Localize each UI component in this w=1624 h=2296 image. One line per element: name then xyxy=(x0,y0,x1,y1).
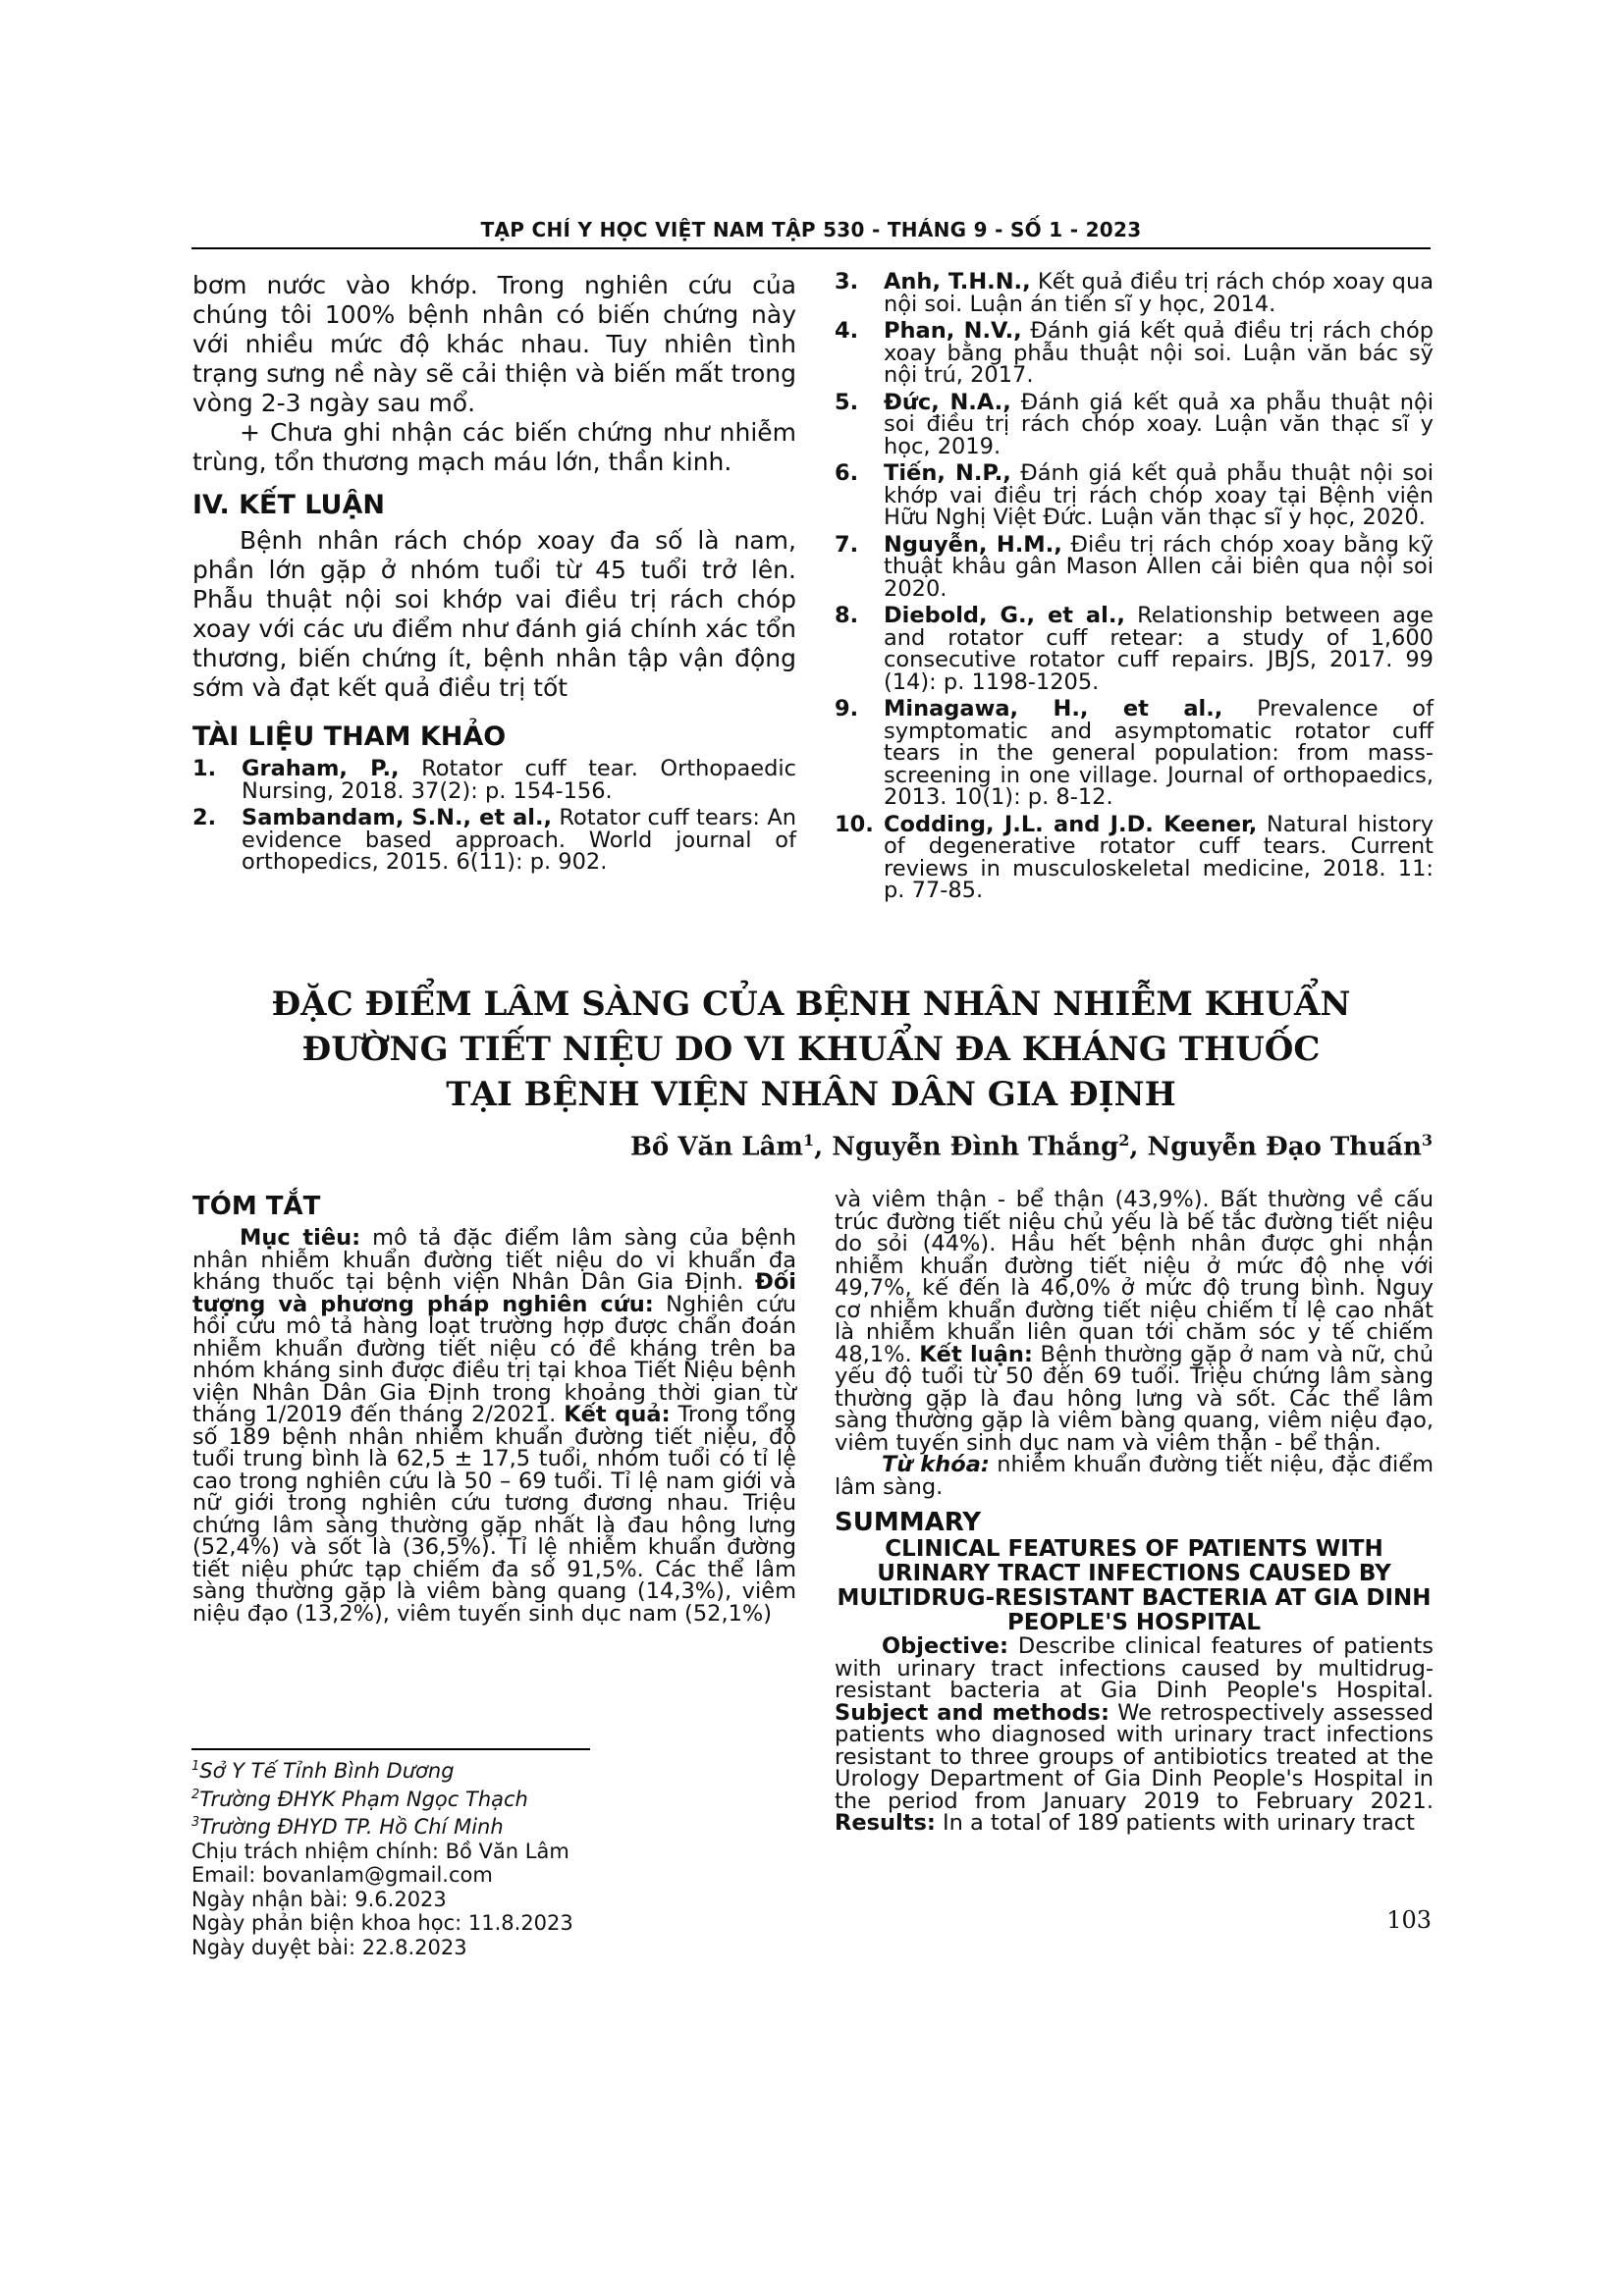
summary-title: CLINICAL FEATURES OF PATIENTS WITH URINARY TRACT INFECTIONS CAUSED BY MULTIDRUG-RESISTANT BACTERIA AT GIA DINH PEOPLE'S HOSPITAL xyxy=(837,1536,1432,1635)
date-reviewed: Ngày phản biện khoa học: 11.8.2023 xyxy=(191,1911,573,1935)
date-received: Ngày nhận bài: 9.6.2023 xyxy=(191,1887,447,1911)
summary-heading: SUMMARY xyxy=(835,1508,982,1537)
author-name: Nguyễn Đình Thắng xyxy=(832,1132,1119,1162)
footnotes xyxy=(191,1755,643,1959)
reference-item: 8. Diebold, G., et al., Relationship between age and rotator cuff retear: a study of 1,600 consecutive rotator cuff repairs. JBJS, 2017. 99 (14): p. 1198-1205. xyxy=(835,603,1434,695)
author-name: Nguyễn Đạo Thuấn xyxy=(1147,1132,1422,1162)
abstract-body: Mục tiêu: mô tả đặc điểm lâm sàng của bệnh nhân nhiễm khuẩn đường tiết niệu do vi khuẩn đa kháng thuốc tại bệnh viện Nhân Dân Gia Định. Đối tượng và phương pháp nghiên cứu: Nghiên cứu hồi cứu mô tả hàng loạt trường hợp được chẩn đoán nhiễm khuẩn đường tiết niệu có đề kháng trên ba nhóm kháng sinh được điều trị tại khoa Tiết Niệu bệnh viện Nhân Dân Gia Định trong khoảng thời gian từ tháng 1/2019 đến tháng 2/2021. Kết quả: Trong tổng số 189 bệnh nhân nhiễm khuẩn đường tiết niệu, độ tuổi trung bình là 62,5 ± 17,5 tuổi, nhóm tuổi có tỉ lệ cao trong nghiên cứu là 50 – 69 tuổi. Tỉ lệ nam giới và nữ giới trong nghiên cứu tương đương nhau. Triệu chứng lâm sàng thường gặp nhất là đau hông lưng (52,4%) và sốt là (36,5%). Tỉ lệ nhiễm khuẩn đường tiết niệu phức tạp chiếm đa số 91,5%. Các thể lâm sàng thường gặp là viêm bàng quang (14,3%), viêm niệu đạo (13,2%), viêm tuyến sinh dục nam (52,1%) xyxy=(192,1225,797,1627)
author-line: Bồ Văn Lâm$^1$, Nguyễn Đình Thắng$^2$, Nguyễn Đạo Thuấn$^3$ xyxy=(629,1131,1433,1162)
affiliation-3: $^3$Trường ĐHYD TP. Hồ Chí Minh xyxy=(191,1815,504,1839)
header-rule xyxy=(191,247,1431,249)
references-list-right xyxy=(835,271,1434,902)
left-column-upper xyxy=(192,271,796,879)
reference-item: 7. Nguyễn, H.M., Điều trị rách chóp xoay bằng kỹ thuật khâu gân Mason Allen cải biên qua nội soi 2020. xyxy=(835,531,1434,602)
conclusion-text: Bệnh nhân rách chóp xoay đa số là nam, phần lớn gặp ở nhóm tuổi từ 45 tuổi trở lên. Phẫu thuật nội soi khớp vai điều trị rách chóp xoay với các ưu điểm như đánh giá chính xác tổn thương, biến chứng ít, bệnh nhân tập vận động sớm và đạt kết quả điều trị tốt xyxy=(192,526,796,702)
author-name: Bồ Văn Lâm xyxy=(629,1132,803,1162)
date-accepted: Ngày duyệt bài: 22.8.2023 xyxy=(191,1935,467,1959)
title-line-3: TẠI BỆNH VIỆN NHÂN DÂN GIA ĐỊNH xyxy=(446,1075,1176,1114)
title-line-1: ĐẶC ĐIỂM LÂM SÀNG CỦA BỆNH NHÂN NHIỄM KHUẨN xyxy=(271,985,1351,1024)
reference-item: 3. Anh, T.H.N., Kết quả điều trị rách chóp xoay qua nội soi. Luận án tiến sĩ y học, 2014. xyxy=(835,269,1434,317)
footnote-rule xyxy=(191,1748,590,1750)
reference-item: 6. Tiến, N.P., Đánh giá kết quả phẫu thuật nội soi khớp vai điều trị rách chóp xoay tại Bệnh viện Hữu Nghị Việt Đức. Luận văn thạc sĩ y học, 2020. xyxy=(835,460,1434,530)
affiliation-1: $^1$Sở Y Tế Tỉnh Bình Dương xyxy=(191,1759,455,1783)
summary-body: Objective: Describe clinical features of patients with urinary tract infections caused by multidrug-resistant bacteria at Gia Dinh People's Hospital. Subject and methods: We retrospectively assessed patients who diagnosed with urinary tract infections resistant to three groups of antibiotics treated at the Urology Department of Gia Dinh People's Hospital in the period from January 2019 to February 2021. Results: In a total of 189 patients with urinary tract xyxy=(835,1633,1434,1836)
abstract-body-continued: và viêm thận - bể thận (43,9%). Bất thường về cấu trúc đường tiết niệu chủ yếu là bế tắc đường tiết niệu do sỏi (44%). Hầu hết bệnh nhân được ghi nhận nhiễm khuẩn đường tiết niệu ở mức độ nhẹ với 49,7%, kế đến là 46,0% ở mức độ trung bình. Nguy cơ nhiễm khuẩn đường tiết niệu chiếm tỉ lệ cao nhất là nhiễm khuẩn liên quan tới chăm sóc y tế chiếm 48,1%. Kết luận: Bệnh thường gặp ở nam và nữ, chủ yếu độ tuổi từ 50 đến 69 tuổi. Triệu chứng lâm sàng thường gặp là đau hông lưng và sốt. Các thể lâm sàng thường gặp là viêm bàng quang, viêm niệu đạo, viêm tuyến sinh dục nam và viêm thận - bể thận. xyxy=(835,1187,1435,1456)
corresponding-author: Chịu trách nhiệm chính: Bồ Văn Lâm xyxy=(191,1839,569,1863)
affiliation-2: $^2$Trường ĐHYK Phạm Ngọc Thạch xyxy=(191,1787,528,1811)
title-line-2: ĐƯỜNG TIẾT NIỆU DO VI KHUẨN ĐA KHÁNG THUỐC xyxy=(301,1030,1321,1069)
reference-item: 4. Phan, N.V., Đánh giá kết quả điều trị rách chóp xoay bằng phẫu thuật nội soi. Luận văn bác sỹ nội trú, 2017. xyxy=(835,318,1434,388)
paragraph-no-complications: + Chưa ghi nhận các biến chứng như nhiễm trùng, tổn thương mạch máu lớn, thần kinh. xyxy=(192,418,796,476)
abstract-left-column xyxy=(192,1190,796,1625)
email: Email: bovanlam@gmail.com xyxy=(191,1863,493,1887)
abstract-right-column xyxy=(835,1189,1434,1835)
reference-item: 1. Graham, P., Rotator cuff tear. Orthopaedic Nursing, 2018. 37(2): p. 154-156. xyxy=(192,756,796,804)
reference-item: 9. Minagawa, H., et al., Prevalence of symptomatic and asymptomatic rotator cuff tears in the general population: from mass-screening in one village. Journal of orthopaedics, 2013. 10(1): p. 8-12. xyxy=(835,696,1434,810)
abstract-heading: TÓM TẮT xyxy=(192,1192,321,1221)
paragraph-complications: bơm nước vào khớp. Trong nghiên cứu của chúng tôi 100% bệnh nhân có biến chứng này với nhiều mức độ khác nhau. Tuy nhiên tình trạng sưng nề này sẽ cải thiện và biến mất trong vòng 2-3 ngày sau mổ. xyxy=(192,271,796,417)
page-number: 103 xyxy=(1386,1906,1432,1934)
conclusion-heading: IV. KẾT LUẬN xyxy=(192,490,385,520)
journal-header: TẠP CHÍ Y HỌC VIỆT NAM TẬP 530 - THÁNG 9 - SỐ 1 - 2023 xyxy=(480,218,1142,241)
references-list-left xyxy=(192,758,796,874)
keywords: Từ khóa: nhiễm khuẩn đường tiết niệu, đặc điểm lâm sàng. xyxy=(835,1452,1434,1500)
right-column-references xyxy=(835,271,1434,907)
reference-item: 10. Codding, J.L. and J.D. Keener, Natural history of degenerative rotator cuff tears. Current reviews in musculoskeletal medicine, 2018. 11: p. 77-85. xyxy=(835,811,1435,903)
reference-item: 2. Sambandam, S.N., et al., Rotator cuff tears: An evidence based approach. World journal of orthopedics, 2015. 6(11): p. 902. xyxy=(192,805,796,875)
references-heading: TÀI LIỆU THAM KHẢO xyxy=(192,721,507,752)
reference-item: 5. Đức, N.A., Đánh giá kết quả xa phẫu thuật nội soi điều trị rách chóp xoay. Luận văn thạc sĩ y học, 2019. xyxy=(835,389,1434,459)
article-title xyxy=(191,982,1431,1117)
